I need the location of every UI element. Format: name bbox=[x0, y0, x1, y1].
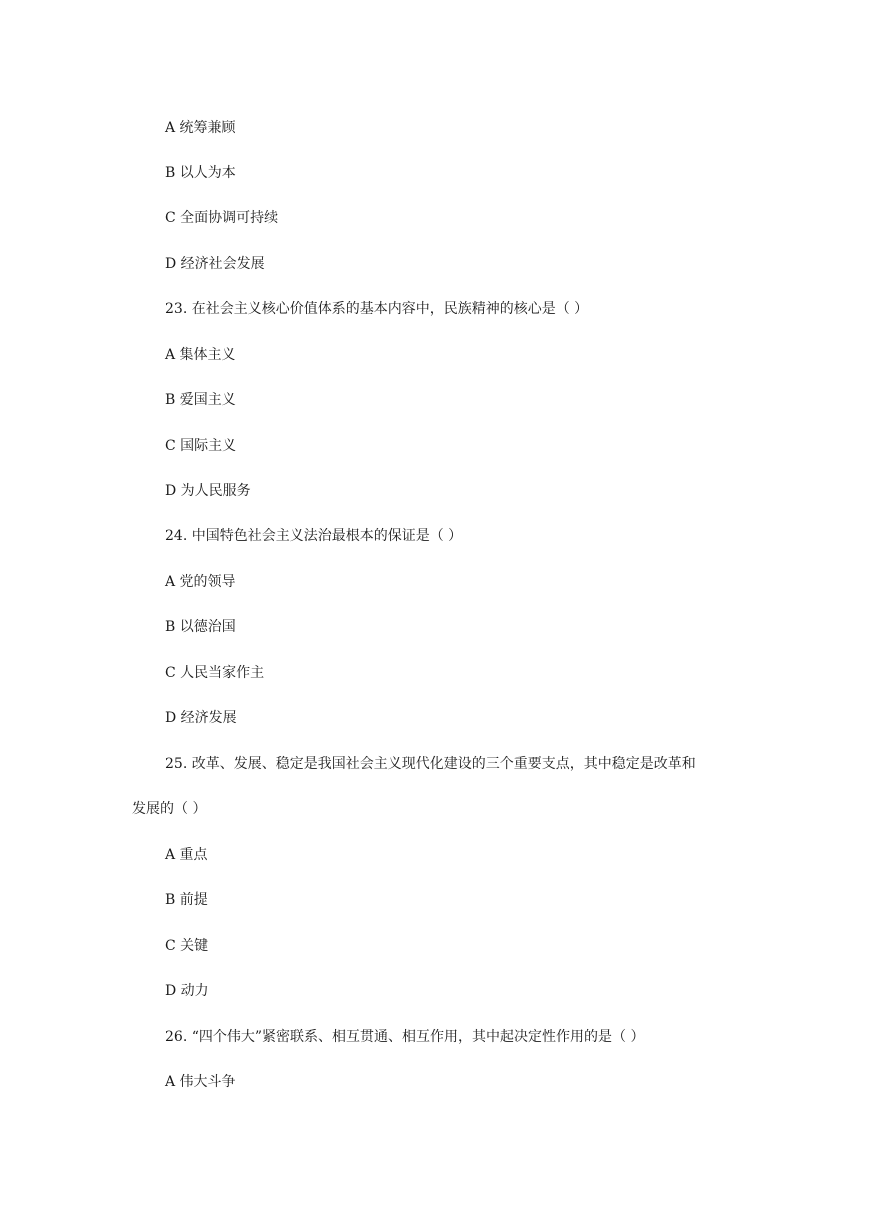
q25-option-b: B 前提 bbox=[165, 892, 208, 908]
q23-option-b: B 爱国主义 bbox=[165, 392, 236, 408]
q24-option-c: C 人民当家作主 bbox=[165, 665, 265, 681]
q23-option-d: D 为人民服务 bbox=[165, 483, 251, 499]
q25-stem-line1: 25. 改革、发展、稳定是我国社会主义现代化建设的三个重要支点，其中稳定是改革和 bbox=[165, 756, 696, 772]
q22-option-d: D 经济社会发展 bbox=[165, 256, 265, 272]
q22-option-c: C 全面协调可持续 bbox=[165, 210, 279, 226]
q23-stem: 23. 在社会主义核心价值体系的基本内容中，民族精神的核心是（ ） bbox=[165, 301, 589, 317]
q25-option-c: C 关键 bbox=[165, 938, 209, 954]
q25-option-d: D 动力 bbox=[165, 983, 209, 999]
q24-option-d: D 经济发展 bbox=[165, 710, 237, 726]
q24-option-b: B 以德治国 bbox=[165, 619, 236, 635]
q25-stem-line2: 发展的（ ） bbox=[132, 801, 207, 817]
q26-option-a: A 伟大斗争 bbox=[165, 1074, 236, 1090]
q26-stem: 26. “四个伟大”紧密联系、相互贯通、相互作用，其中起决定性作用的是（ ） bbox=[165, 1029, 645, 1045]
q23-option-a: A 集体主义 bbox=[165, 347, 236, 363]
q23-option-c: C 国际主义 bbox=[165, 438, 237, 454]
q25-option-a: A 重点 bbox=[165, 847, 208, 863]
q22-option-a: A 统筹兼顾 bbox=[165, 120, 236, 136]
q22-option-b: B 以人为本 bbox=[165, 165, 236, 181]
q24-option-a: A 党的领导 bbox=[165, 574, 236, 590]
q24-stem: 24. 中国特色社会主义法治最根本的保证是（ ） bbox=[165, 528, 463, 544]
